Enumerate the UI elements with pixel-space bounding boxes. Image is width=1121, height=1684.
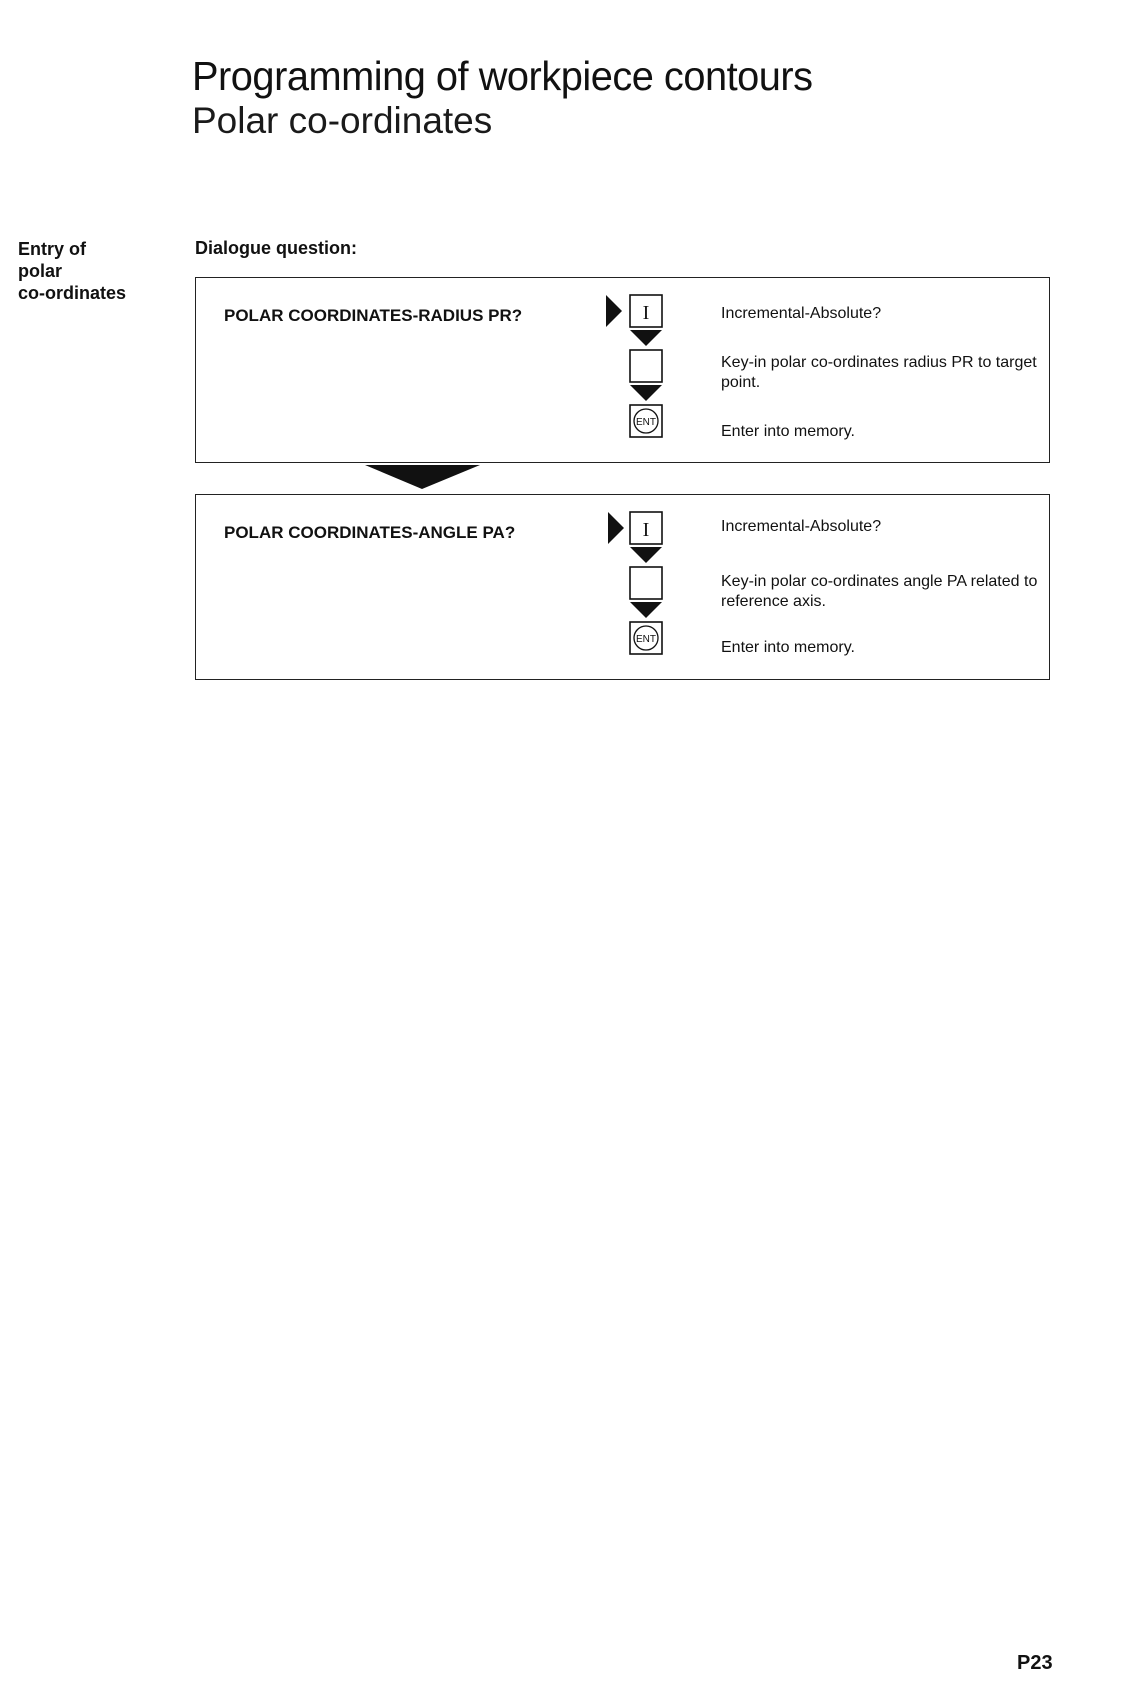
page-subtitle: Polar co-ordinates: [192, 100, 493, 141]
step-incremental-absolute: Incremental-Absolute?: [721, 518, 882, 535]
key-sequence: [606, 510, 666, 675]
page-number: P23: [1017, 1652, 1053, 1674]
enter-key-label: ENT: [636, 634, 656, 645]
key-sequence-graphic: [606, 293, 666, 458]
key-sequence: [606, 293, 666, 458]
down-arrow-icon: [630, 385, 662, 401]
incremental-key-label: I: [642, 519, 650, 541]
dialogue-panel-angle: [195, 494, 1050, 680]
key-sequence-graphic: [606, 510, 666, 675]
pointer-arrow-icon: [606, 295, 622, 327]
dialogue-panel-radius: [195, 277, 1050, 463]
dialogue-question: POLAR COORDINATES-RADIUS PR?: [224, 306, 523, 325]
step-incremental-absolute: Incremental-Absolute?: [721, 305, 882, 322]
down-arrow-icon: [630, 330, 662, 346]
step-key-in-value: Key-in polar co-ordinates angle PA related to reference axis.: [721, 573, 1038, 610]
dialogue-question: POLAR COORDINATES-ANGLE PA?: [224, 523, 516, 542]
value-entry-key-icon: [630, 567, 662, 599]
side-label: Entry of polar co-ordinates: [18, 239, 127, 303]
step-enter-memory: Enter into memory.: [721, 423, 855, 440]
step-key-in-value: Key-in polar co-ordinates radius PR to target point.: [721, 354, 1037, 391]
pointer-arrow-icon: [608, 512, 624, 544]
enter-key-label: ENT: [636, 417, 656, 428]
incremental-key-label: I: [642, 302, 650, 324]
down-arrow-icon: [630, 602, 662, 618]
dialogue-heading: Dialogue question:: [195, 238, 357, 258]
down-arrow-icon: [630, 547, 662, 563]
connector-arrow-icon: [365, 463, 480, 493]
step-enter-memory: Enter into memory.: [721, 639, 855, 656]
page-title: Programming of workpiece contours: [192, 53, 813, 99]
value-entry-key-icon: [630, 350, 662, 382]
